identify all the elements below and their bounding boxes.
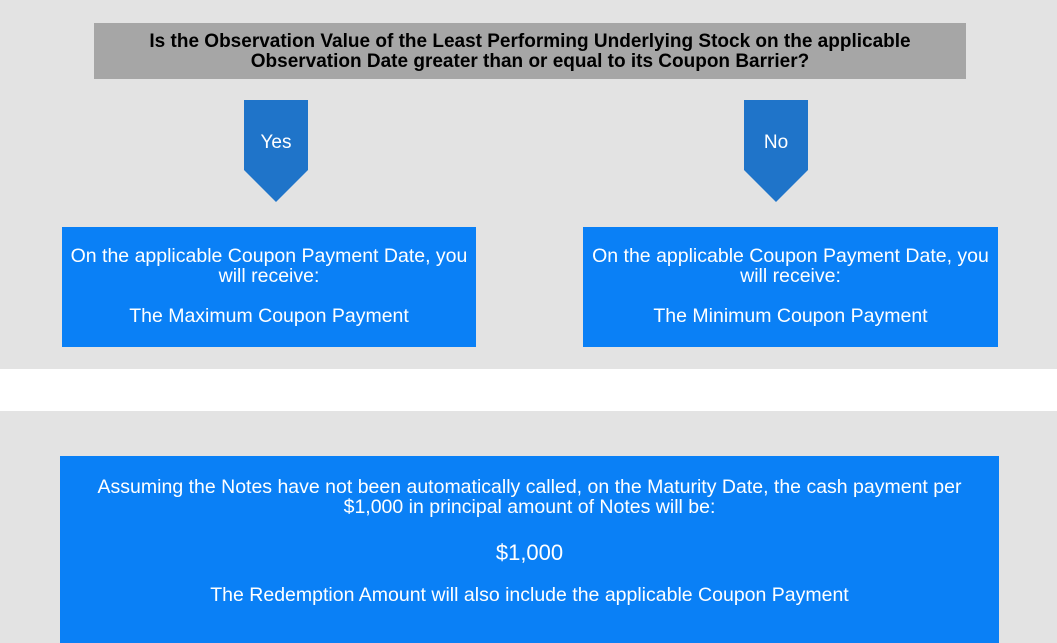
maturity-line-1: Assuming the Notes have not been automatically called, on the Maturity Date, the cash payment per (97, 476, 962, 498)
yes-label: Yes (260, 132, 292, 153)
maturity-amount: $1,000 (495, 540, 564, 565)
question-box (94, 23, 966, 79)
maturity-note: The Redemption Amount will also include the applicable Coupon Payment (210, 584, 849, 606)
yes-arrow (244, 100, 308, 202)
question-line-1: Is the Observation Value of the Least Performing Underlying Stock on the applicable (149, 31, 911, 52)
no-outcome-line-2: will receive: (740, 265, 841, 287)
yes-outcome-result: The Maximum Coupon Payment (129, 305, 409, 327)
maturity-line-2: $1,000 in principal amount of Notes will be: (343, 496, 716, 518)
question-line-2: Observation Date greater than or equal to its Coupon Barrier? (250, 51, 810, 72)
yes-outcome-box (62, 227, 476, 347)
no-arrow (744, 100, 808, 202)
no-outcome-box (583, 227, 998, 347)
maturity-box (60, 456, 999, 643)
no-outcome-result: The Minimum Coupon Payment (653, 305, 928, 327)
yes-outcome-line-1: On the applicable Coupon Payment Date, you (70, 245, 468, 267)
no-label: No (763, 132, 789, 153)
no-outcome-line-1: On the applicable Coupon Payment Date, you (592, 245, 989, 267)
yes-outcome-line-2: will receive: (218, 265, 320, 287)
